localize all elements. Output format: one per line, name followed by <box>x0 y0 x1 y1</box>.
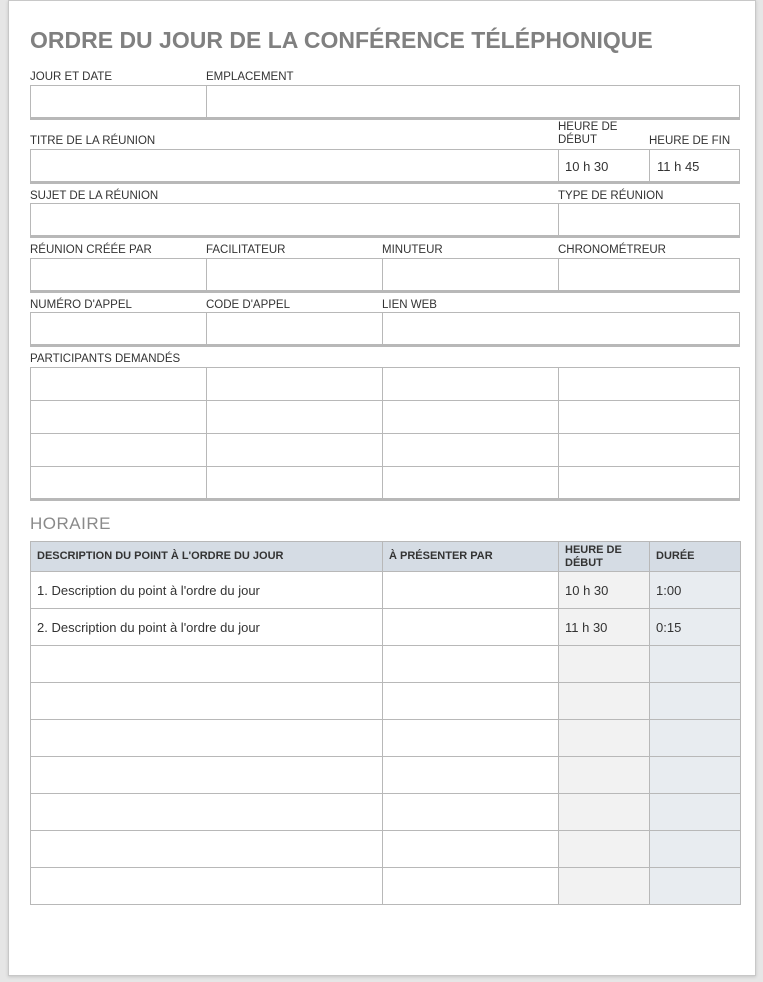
cell-duree[interactable] <box>650 868 741 905</box>
field-type-reunion[interactable] <box>559 204 739 235</box>
heure-debut-value: 10 h 30 <box>565 159 609 174</box>
table-row <box>31 609 741 646</box>
field-facilitateur[interactable] <box>207 259 383 290</box>
cell-heure-debut[interactable] <box>559 646 650 683</box>
cell-presenter[interactable] <box>383 757 559 794</box>
field-jour-date[interactable] <box>31 86 207 117</box>
row-titre-heures <box>30 149 740 184</box>
field-sujet-reunion[interactable] <box>31 204 559 235</box>
table-row <box>31 720 741 757</box>
label-lien-web: LIEN WEB <box>382 299 437 311</box>
field-creee-par[interactable] <box>31 259 207 290</box>
cell-duree[interactable] <box>650 646 741 683</box>
field-titre-reunion[interactable] <box>31 150 559 181</box>
cell-description[interactable] <box>31 794 383 831</box>
cell-presenter[interactable] <box>383 794 559 831</box>
table-row <box>31 831 741 868</box>
label-numero-appel: NUMÉRO D'APPEL <box>30 299 132 311</box>
label-minuteur: MINUTEUR <box>382 244 443 256</box>
page-title: ORDRE DU JOUR DE LA CONFÉRENCE TÉLÉPHONIQUE <box>30 27 653 53</box>
participants-row-divider <box>31 400 739 401</box>
field-lien-web[interactable] <box>383 313 739 344</box>
cell-duree[interactable]: 1:00 <box>650 572 741 609</box>
table-row <box>31 794 741 831</box>
participants-row-divider <box>31 466 739 467</box>
cell-duree[interactable] <box>650 794 741 831</box>
row-roles <box>30 258 740 293</box>
cell-presenter[interactable] <box>383 683 559 720</box>
label-heure-debut: HEURE DE DÉBUT <box>558 121 618 146</box>
field-code-appel[interactable] <box>207 313 383 344</box>
header-heure-debut: HEURE DE DÉBUT <box>559 542 650 572</box>
field-emplacement[interactable] <box>207 86 739 117</box>
cell-presenter[interactable] <box>383 720 559 757</box>
cell-description[interactable] <box>31 646 383 683</box>
label-emplacement: EMPLACEMENT <box>206 71 294 83</box>
label-chronometreur: CHRONOMÉTREUR <box>558 244 666 256</box>
label-code-appel: CODE D'APPEL <box>206 299 290 311</box>
cell-duree[interactable] <box>650 757 741 794</box>
label-sujet-reunion: SUJET DE LA RÉUNION <box>30 190 159 202</box>
participants-row-divider <box>31 433 739 434</box>
cell-description[interactable] <box>31 757 383 794</box>
header-duree: DURÉE <box>650 542 741 572</box>
cell-presenter[interactable] <box>383 572 559 609</box>
cell-heure-debut[interactable] <box>559 720 650 757</box>
cell-duree[interactable]: 0:15 <box>650 609 741 646</box>
cell-heure-debut[interactable] <box>559 868 650 905</box>
label-titre-reunion: TITRE DE LA RÉUNION <box>30 135 156 147</box>
label-jour-date: JOUR ET DATE <box>30 71 112 83</box>
table-row <box>31 868 741 905</box>
label-participants: PARTICIPANTS DEMANDÉS <box>30 353 181 365</box>
row-jour-emplacement <box>30 85 740 120</box>
label-type-reunion: TYPE DE RÉUNION <box>558 190 664 202</box>
row-appel <box>30 312 740 347</box>
table-row <box>31 757 741 794</box>
cell-description[interactable] <box>31 683 383 720</box>
table-row <box>31 683 741 720</box>
field-heure-debut[interactable] <box>559 150 650 181</box>
cell-presenter[interactable] <box>383 609 559 646</box>
label-facilitateur: FACILITATEUR <box>206 244 286 256</box>
cell-description[interactable] <box>31 720 383 757</box>
label-heure-fin: HEURE DE FIN <box>649 135 731 147</box>
document-page <box>8 0 756 976</box>
cell-presenter[interactable] <box>383 646 559 683</box>
cell-description[interactable]: 1. Description du point à l'ordre du jour <box>31 572 383 609</box>
header-presenter: À PRÉSENTER PAR <box>383 542 559 572</box>
cell-presenter[interactable] <box>383 868 559 905</box>
table-row <box>31 572 741 609</box>
cell-heure-debut[interactable] <box>559 757 650 794</box>
cell-heure-debut[interactable]: 10 h 30 <box>559 572 650 609</box>
header-description: DESCRIPTION DU POINT À L'ORDRE DU JOUR <box>31 542 383 572</box>
table-row <box>31 646 741 683</box>
cell-duree[interactable] <box>650 720 741 757</box>
label-creee-par: RÉUNION CRÉÉE PAR <box>30 244 152 256</box>
row-sujet-type <box>30 203 740 238</box>
schedule-header-row <box>31 542 741 572</box>
field-minuteur[interactable] <box>383 259 559 290</box>
cell-presenter[interactable] <box>383 831 559 868</box>
field-heure-fin[interactable] <box>650 150 739 181</box>
cell-duree[interactable] <box>650 683 741 720</box>
cell-heure-debut[interactable] <box>559 794 650 831</box>
cell-description[interactable]: 2. Description du point à l'ordre du jour <box>31 609 383 646</box>
cell-heure-debut[interactable] <box>559 683 650 720</box>
field-numero-appel[interactable] <box>31 313 207 344</box>
section-title-horaire: HORAIRE <box>30 514 111 533</box>
cell-heure-debut[interactable] <box>559 831 650 868</box>
heure-fin-value: 11 h 45 <box>657 159 700 174</box>
cell-description[interactable] <box>31 868 383 905</box>
cell-heure-debut[interactable]: 11 h 30 <box>559 609 650 646</box>
field-chronometreur[interactable] <box>559 259 739 290</box>
participants-grid <box>30 367 740 501</box>
schedule-table <box>30 541 741 905</box>
cell-description[interactable] <box>31 831 383 868</box>
cell-duree[interactable] <box>650 831 741 868</box>
